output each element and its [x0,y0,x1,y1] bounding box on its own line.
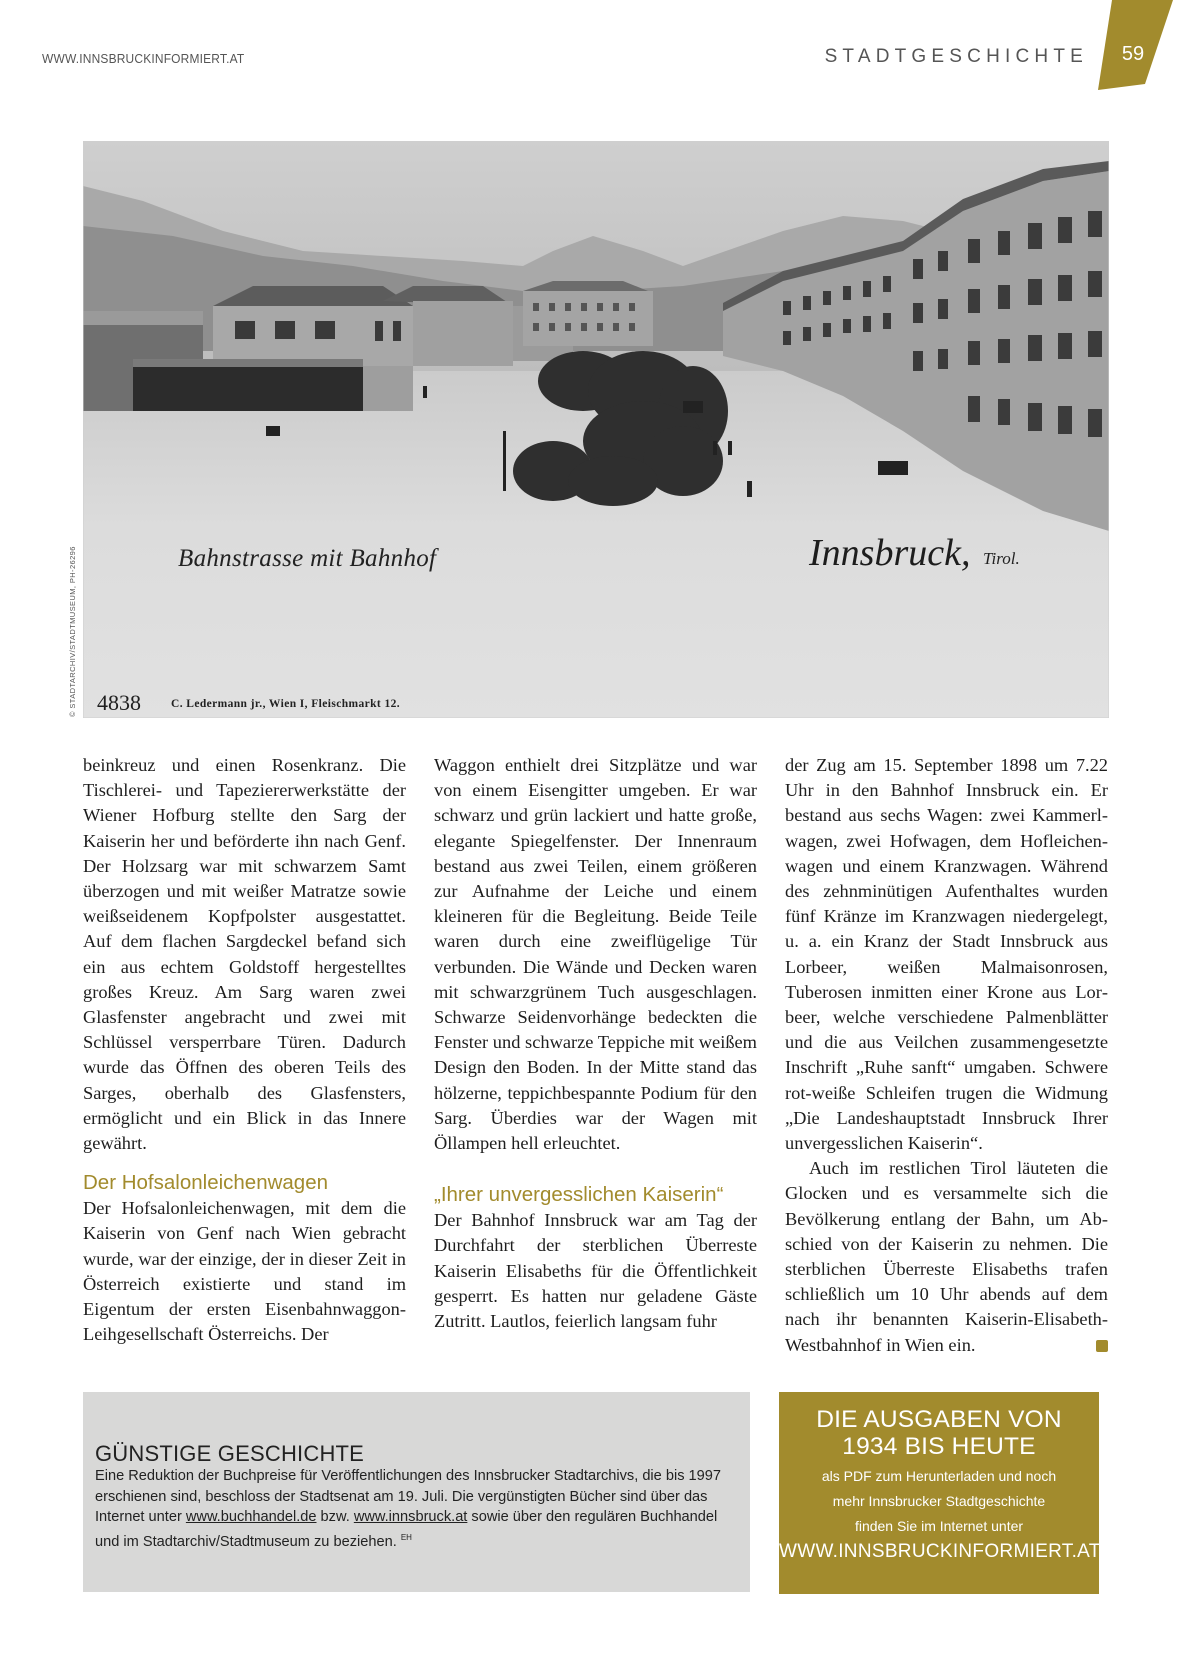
paragraph-text: Auch im restlichen Tirol läuteten die Glocken und es versammelte sich die Bevölkerung entlang der Bahn, um Abschied von der Kaiserin zu nehmen. Die sterblichen Überreste Elisabeths trafen schließlich um 10 Uhr abends auf dem nach ihr benannten Kaiserin-Elisabeth-Westbahnhof in Wien ein. [785,1158,1108,1355]
photo-caption-right: Innsbruck, [809,532,971,574]
promo-title-line-1: DIE AUSGABEN VON [816,1406,1062,1433]
paragraph: Der Hofsalonleichenwagen, mit dem die Kaiserin von Genf nach Wien gebracht wurde, war der einzige, der in dieser Zeit in Österreich existierte und stand im Eigentum der ersten Eisenbahnwaggon-Leihgesellschaft Österreichs. Der [83,1198,406,1345]
paragraph: Der Bahnhof Innsbruck war am Tag der Durchfahrt der sterblichen Überreste Kaiserin Elisabeths für die Öffentlichkeit gesperrt. Es hatten nur geladene Gäste Zutritt. Lautlos, feierlich langsam fuhr [434,1210,757,1332]
author-initials: EH [400,1532,412,1542]
link-buchhandel[interactable]: www.buchhandel.de [185,1509,317,1525]
subheading-hofsalonleichenwagen: Der Hofsalonleichenwagen [83,1171,329,1195]
section-title: STADTGESCHICHTE [824,46,1088,67]
info-text-part: Eine Reduktion der Buchpreise für Veröffentlichungen des Innsbrucker Stadtarchivs, die bis 1997 erschienen sind, beschloss der Stadtsenat am 19. Juli. Die vergünstigten Bücher sind über das Internet unter [95,1468,722,1525]
photo-caption-region: Tirol. [983,549,1020,568]
info-text-part: sowie über den regulären Buchhandel und im Stadtarchiv/Stadtmuseum zu beziehen. [95,1509,718,1550]
postcard-publisher: C. Ledermann jr., Wien I, Fleischmarkt 12. [171,698,401,710]
photo-credit: © STADTARCHIV/STADTMUSEUM, PH-26296 [68,546,77,717]
info-box-title: GÜNSTIGE GESCHICHTE [95,1441,365,1466]
promo-box-archive [779,1392,1099,1594]
promo-text-line: mehr Innsbrucker Stadtgeschichte [832,1493,1046,1509]
paragraph: beinkreuz und einen Rosenkranz. Die Tischlerei- und Tapeziererwerkstätte der Wiener Hofburg stellte den Sarg der Kaiserin her und beförderte ihn nach Genf. Der Holzsarg war mit schwarzem Samt überzogen und mit weißer Matratze sowie weißseidenem Kopfpolster ausgestattet. Auf dem flachen Sargdeckel befand sich ein aus echtem Goldstoff hergestelltes großes Kreuz. Am Sarg waren zwei Glasfenster angebracht und zwei mit Schlüssel versperrbare Türen. Dadurch wurde das Öffnen des oberen Teils des Sarges, oberhalb des Glasfensters, ermöglicht und ein Blick in das Innere gewährt. [83,755,406,1154]
station-canopy [133,366,363,411]
historic-photo [83,141,1109,718]
promo-text [779,1464,1099,1539]
info-box-guenstige-geschichte [83,1392,750,1592]
article-column-3 [785,753,1108,1358]
info-box-text [95,1466,736,1552]
end-of-article-square-icon [1096,1340,1108,1352]
paragraph: der Zug am 15. September 1898 um 7.22 Uhr in den Bahnhof Innsbruck ein. Er bestand aus sechs Wagen: zwei Kammerlwagen, zwei Hofwagen, dem Hofleichenwagen und einem Kranzwagen. Während des zehnminütigen Aufenthaltes wurden fünf Kränze im Kranzwagen niedergelegt, u. a. ein Kranz der Stadt Innsbruck aus Lorbeer, weißen Malmaisonrosen, Tuberosen inmitten einer Krone aus Lorbeer, welche verschiedene Palmenblätter und die aus Veilchen zusammengesetzte Inschrift „Ruhe sanft“ umgaben. Schwere rot-weiße Schleifen trugen die Widmung „Die Landeshauptstadt Innsbruck Ihrer unvergesslichen Kaiserin“. [785,755,1108,1154]
photo-caption-left: Bahnstrasse mit Bahnhof [178,545,437,572]
postcard-number: 4838 [97,690,141,715]
article-column-1 [83,753,406,1347]
paragraph: Waggon enthielt drei Sitzplätze und war von einem Eisengitter umgeben. Er war schwarz und grün lackiert und hatte große, elegante Spiegelfenster. Der Innenraum bestand aus zwei Teilen, einem größeren zur Aufnahme der Leiche und einem kleineren für die Begleitung. Beide Teile waren durch eine zweiflügelige Tür verbunden. Die Wände und Decken waren mit schwarzgrünem Tuch ausgeschlagen. Schwarze Seidenvorhänge bedeckten die Fenster und schwarze Teppiche mit weißem Design den Boden. In der Mitte stand das hölzerne, teppichbespannte Podium für den Sarg. Überdies war der Wagen mit Öllampen hell erleuchtet. [434,755,757,1154]
link-innsbruck[interactable]: www.innsbruck.at [353,1509,468,1525]
info-text-part: bzw. [316,1509,354,1525]
promo-url-link[interactable]: WWW.INNSBRUCKINFORMIERT.AT [779,1541,1101,1562]
site-url[interactable]: WWW.INNSBRUCKINFORMIERT.AT [42,51,245,66]
promo-text-line: finden Sie im Internet unter [854,1518,1024,1534]
page-number: 59 [1121,43,1145,65]
distant-building [523,291,653,346]
photo-illustration [83,141,1109,718]
article-column-2 [434,753,757,1334]
promo-text-line: als PDF zum Herunterladen und noch [821,1468,1057,1484]
promo-title-line-2: 1934 BIS HEUTE [842,1433,1036,1460]
subheading-kaiserin: „Ihrer unvergesslichen Kaiserin“ [434,1183,724,1207]
paragraph-final [785,1156,1108,1358]
lamp-post [503,431,506,491]
